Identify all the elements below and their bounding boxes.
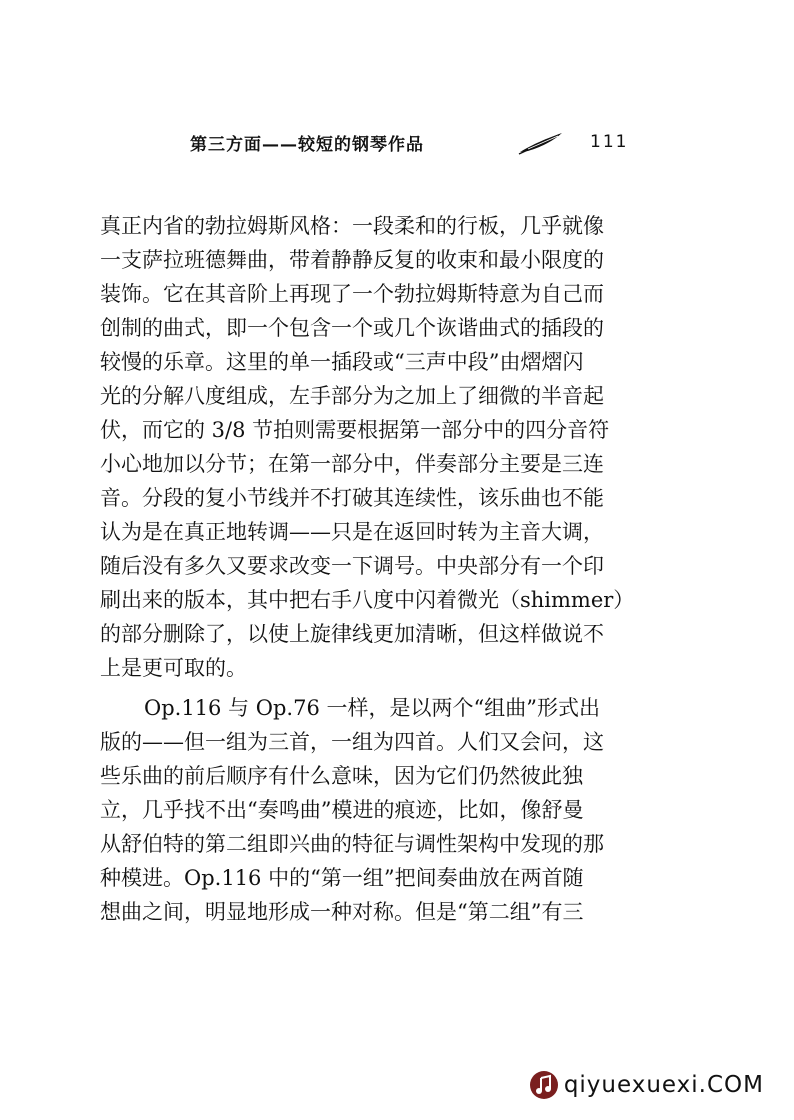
- paragraph-2: [100, 691, 690, 929]
- page-number: 111: [590, 132, 629, 152]
- text-line: 些乐曲的前后顺序有什么意味，因为它们仍然彼此独: [100, 764, 583, 788]
- watermark-text: qiyuexuexi.COM: [563, 1072, 764, 1098]
- text-line: 一支萨拉班德舞曲，带着静静反复的收束和最小限度的: [100, 248, 604, 272]
- text-line: 种模进。Op.116 中的“第一组”把间奏曲放在两首随: [100, 866, 584, 890]
- chapter-title: 第三方面——较短的钢琴作品: [190, 135, 424, 155]
- text-line: 立，几乎找不出“奏鸣曲”模进的痕迹，比如，像舒曼: [100, 798, 584, 822]
- text-line: 音。分段的复小节线并不打破其连续性，该乐曲也不能: [100, 486, 604, 510]
- text-line: 版的——但一组为三首，一组为四首。人们又会问，这: [100, 730, 604, 754]
- text-line: 上是更可取的。: [100, 656, 247, 680]
- text-line: 较慢的乐章。这里的单一插段或“三声中段”由熠熠闪: [100, 350, 584, 374]
- text-line: 从舒伯特的第二组即兴曲的特征与调性架构中发现的那: [100, 832, 604, 856]
- text-line: 刷出来的版本，其中把右手八度中闪着微光（shimmer）: [100, 588, 635, 612]
- text-line: 随后没有多久又要求改变一下调号。中央部分有一个印: [100, 554, 604, 578]
- text-line: Op.116 与 Op.76 一样，是以两个“组曲”形式出: [144, 696, 600, 720]
- paragraph-1: [100, 209, 690, 685]
- text-line: 光的分解八度组成，左手部分为之加上了细微的半音起: [100, 384, 604, 408]
- text-line: 创制的曲式，即一个包含一个或几个诙谐曲式的插段的: [100, 316, 604, 340]
- text-line: 装饰。它在其音阶上再现了一个勃拉姆斯特意为自己而: [100, 282, 604, 306]
- text-line: 的部分删除了，以使上旋律线更加清晰，但这样做说不: [100, 622, 604, 646]
- text-line: 小心地加以分节；在第一部分中，伴奏部分主要是三连: [100, 452, 604, 476]
- music-site-logo-icon: [528, 1069, 560, 1101]
- watermark: [528, 1068, 764, 1102]
- body-text: [100, 209, 690, 929]
- running-header: [190, 130, 650, 158]
- quill-pen-icon: [518, 130, 564, 156]
- text-line: 伏，而它的 3/8 节拍则需要根据第一部分中的四分音符: [100, 418, 610, 442]
- text-line: 认为是在真正地转调——只是在返回时转为主音大调，: [100, 520, 604, 544]
- text-line: 真正内省的勃拉姆斯风格：一段柔和的行板，几乎就像: [100, 214, 604, 238]
- text-line: 想曲之间，明显地形成一种对称。但是“第二组”有三: [100, 900, 584, 924]
